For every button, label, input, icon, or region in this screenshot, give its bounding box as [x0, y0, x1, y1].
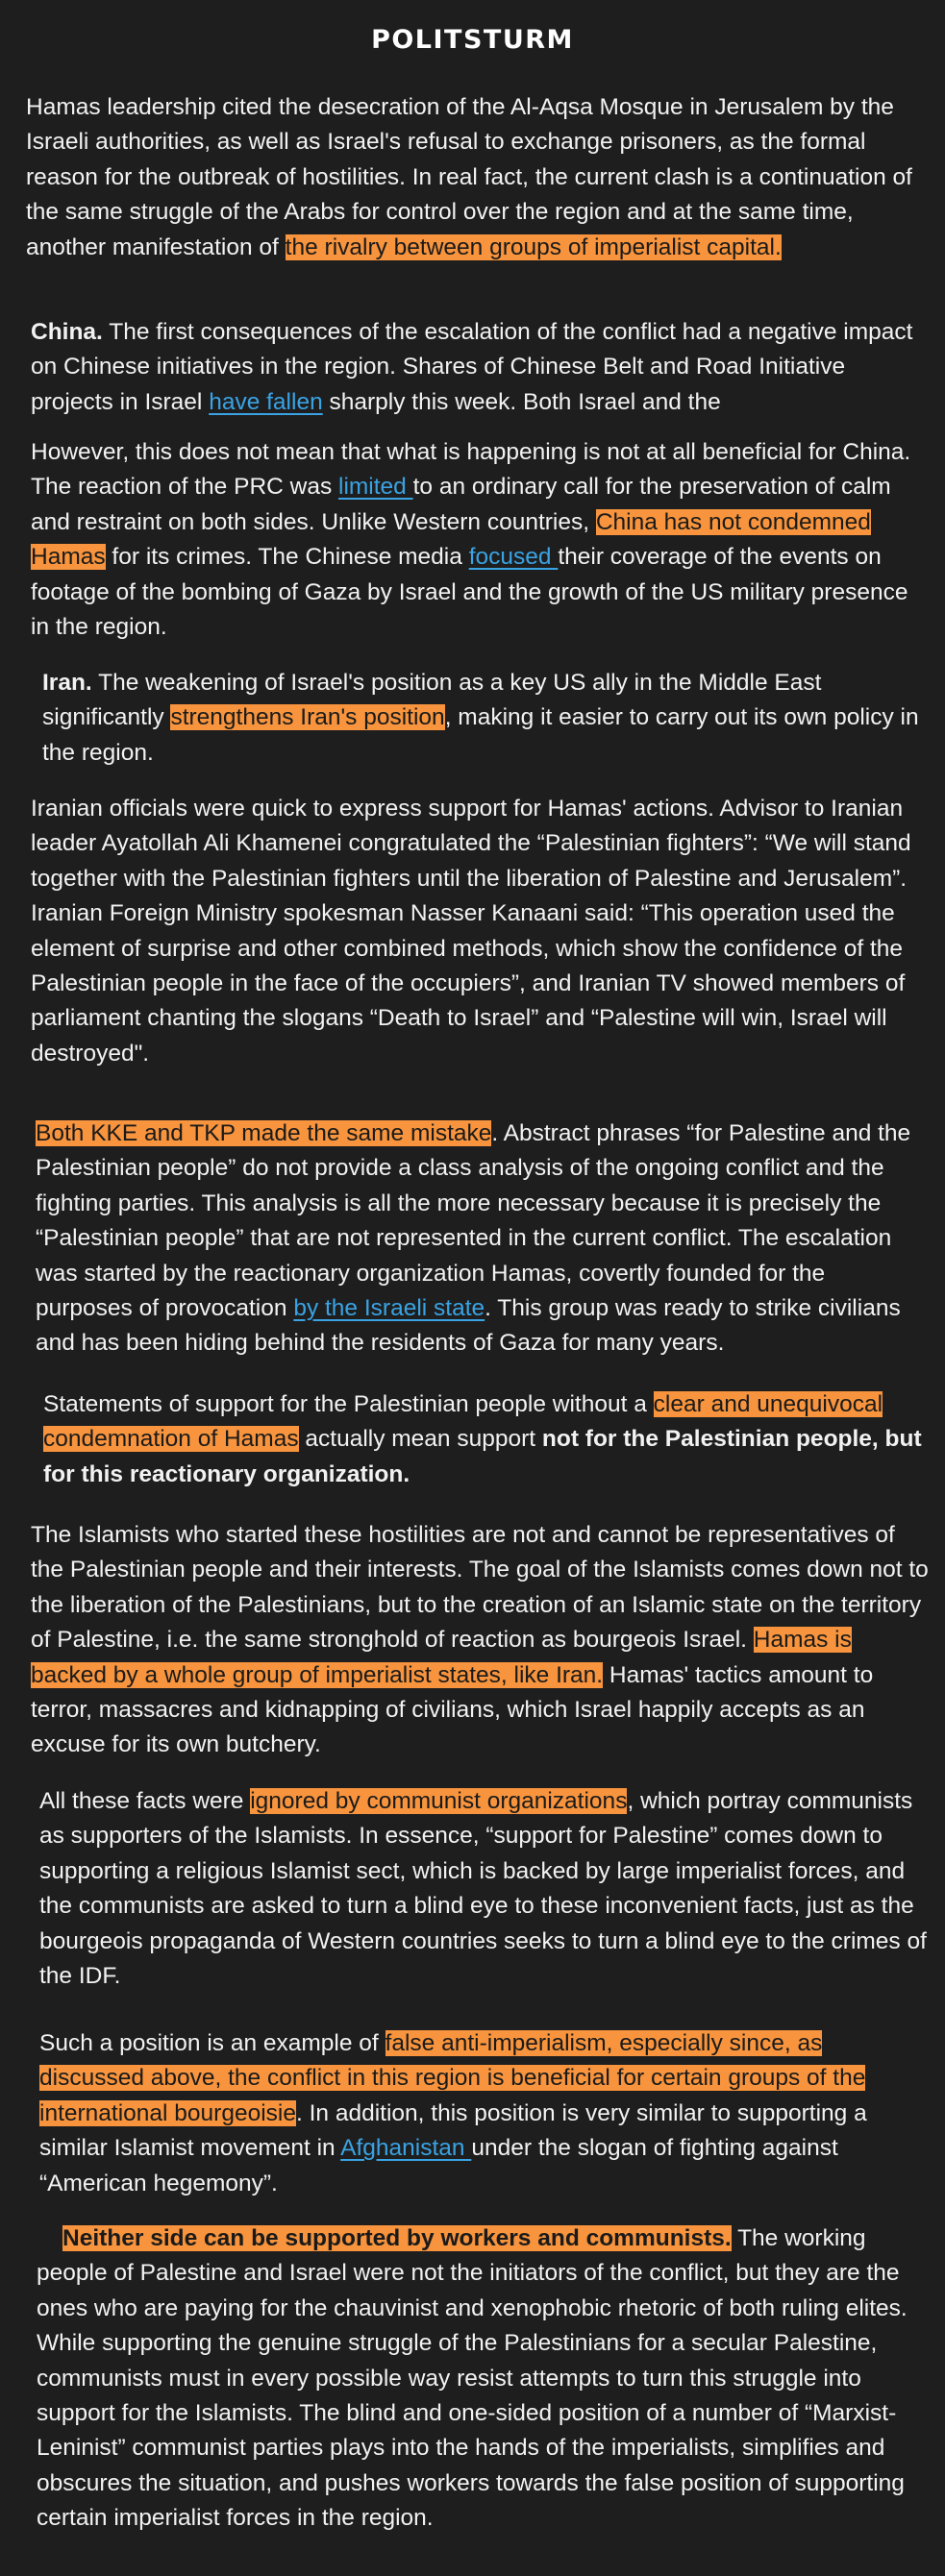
paragraph-text: , which portray communists as supporters of the Islamists. In essence, “support for Palestine” comes down to supporting a religious Islamist sect, which is backed by large imperialist forces, and the communists are asked to turn a blind eye to these inconvenient facts, just as the bourgeois propaganda of Western countries seeks to turn a blind eye to the crimes of the IDF.: [39, 1788, 927, 1990]
paragraph-text: their coverage of the events on footage of the bombing of Gaza by Israel and the growth of the US military presence in the region.: [31, 544, 908, 641]
paragraph-china-reaction: [31, 435, 925, 645]
paragraph-kke-tkp: [36, 1116, 920, 1362]
highlight: the rivalry between groups of imperialist capital.: [285, 233, 782, 260]
highlight: Hamas is backed by a whole group of imperialist states, like Iran.: [31, 1627, 852, 1688]
link-focused[interactable]: focused: [468, 544, 559, 571]
paragraph-china: [31, 315, 925, 420]
paragraph-text: Hamas' tactics amount to terror, massacres and kidnapping of civilians, which Israel happily accepts as an excuse for its own butchery.: [31, 1661, 874, 1758]
paragraph-text: Iranian officials were quick to express support for Hamas' actions. Advisor to Iranian leader Ayatollah Ali Khamenei congratulated the “Palestinian fighters”: “We will stand together with the Palestinian fighters until the liberation of Palestine and Jerusalem”. Iranian Foreign Ministry spokesman Nasser Kanaani said: “This operation used the element of surprise and other combined methods, which show the confidence of the Palestinian people in the face of the occupiers”, and Iranian TV showed members of parliament chanting the slogans “Death to Israel” and “Palestine will win, Israel will destroyed".: [31, 796, 911, 1067]
bold-text: not for the Palestinian people, but for this reactionary organization.: [43, 1426, 922, 1487]
highlight: Neither side can be supported by workers and communists.: [62, 2225, 732, 2251]
paragraph-text: The working people of Palestine and Israel were not the initiators of the conflict, but they are the ones who are paying for the chauvinist and xenophobic rhetoric of both ruling elites. While supporting the genuine struggle of the Palestinians for a secular Palestine, communists must in every possible way resist attempts to turn this struggle into support for the Islamists. The blind and one-sided position of a number of “Marxist-Leninist” communist parties plays into the hands of the imperialists, simplifies and obscures the situation, and pushes workers towards the false position of supporting certain imperialist forces in the region.: [37, 2225, 908, 2532]
paragraph-false-anti-imperialism: [39, 2026, 929, 2201]
paragraph-islamists: [31, 1518, 930, 1763]
paragraph-text: Such a position is an example of: [39, 2030, 385, 2056]
paragraph-intro: [26, 90, 930, 265]
section-lead-china: China.: [31, 319, 103, 345]
link-israeli-state[interactable]: by the Israeli state: [293, 1295, 485, 1322]
paragraph-text: The Islamists who started these hostilities are not and cannot be representatives of the Palestinian people and their interests. The goal of the Islamists comes down not to the liberation of the Palestinians, but to the creation of an Islamic state on the territory of Palestine, i.e. the same stronghold of reaction as bourgeois Israel.: [31, 1522, 929, 1654]
section-lead-iran: Iran.: [42, 670, 92, 696]
paragraph-text: . This group was ready to strike civilians and has been hiding behind the residents of Gaza for many years.: [36, 1295, 901, 1357]
paragraph-text: to an ordinary call for the preservation of calm and restraint on both sides. Unlike Western countries,: [31, 474, 891, 535]
highlight: strengthens Iran's position: [170, 704, 445, 731]
paragraph-text: actually mean support: [298, 1426, 542, 1453]
paragraph-statements: [43, 1387, 928, 1492]
paragraph-text: Statements of support for the Palestinian people without a: [43, 1391, 654, 1417]
highlight: false anti-imperialism, especially since, as discussed above, the conflict in this region is beneficial for certain groups of the international bourgeoisie: [39, 2030, 866, 2126]
paragraph-ignored-facts: [39, 1784, 929, 1994]
paragraph-text: The first consequences of the escalation of the conflict had a negative impact on Chinese initiatives in the region. Shares of Chinese Belt and Road Initiative projects in Israel: [31, 319, 913, 415]
paragraph-text: The weakening of Israel's position as a key US ally in the Middle East significantly: [42, 670, 822, 731]
paragraph-conclusion: [37, 2221, 926, 2537]
paragraph-text: for its crimes. The Chinese media: [105, 544, 469, 571]
paragraph-iran-officials: [31, 792, 925, 1071]
paragraph-text: Hamas leadership cited the desecration of the Al-Aqsa Mosque in Jerusalem by the Israeli authorities, as well as Israel's refusal to exchange prisoners, as the formal reason for the outbreak of hostilities. In real fact, the current clash is a continuation of the same struggle of the Arabs for control over the region and at the same time, another manifestation of: [26, 94, 912, 260]
paragraph-text: sharply this week. Both Israel and the: [322, 388, 721, 415]
site-logo[interactable]: POLITSTURM: [371, 25, 574, 55]
link-have-fallen[interactable]: have fallen: [209, 388, 323, 415]
paragraph-text: However, this does not mean that what is happening is not at all beneficial for China. The reaction of the PRC was: [31, 439, 911, 501]
highlight: China has not condemned Hamas: [31, 508, 871, 571]
paragraph-text: , making it easier to carry out its own policy in the region.: [42, 704, 919, 766]
link-limited[interactable]: limited: [338, 474, 413, 501]
paragraph-text: . In addition, this position is very similar to supporting a similar Islamist movement in: [39, 2099, 867, 2162]
highlight: clear and unequivocal condemnation of Hamas: [43, 1391, 883, 1453]
paragraph-text: All these facts were: [39, 1788, 251, 1814]
paragraph-text: under the slogan of fighting against “American hegemony”.: [39, 2135, 838, 2196]
highlight: ignored by communist organizations: [250, 1788, 628, 1814]
link-afghanistan[interactable]: Afghanistan: [340, 2135, 472, 2162]
highlight: Both KKE and TKP made the same mistake: [36, 1120, 492, 1146]
paragraph-iran: [42, 666, 932, 771]
paragraph-text: . Abstract phrases “for Palestine and the Palestinian people” do not provide a class analysis of the ongoing conflict and the fighting parties. This analysis is all the more necessary because it is precisely the “Palestinian people” that are not represented in the current conflict. The escalation was started by the reactionary organization Hamas, covertly founded for the purposes of provocation: [36, 1120, 911, 1322]
